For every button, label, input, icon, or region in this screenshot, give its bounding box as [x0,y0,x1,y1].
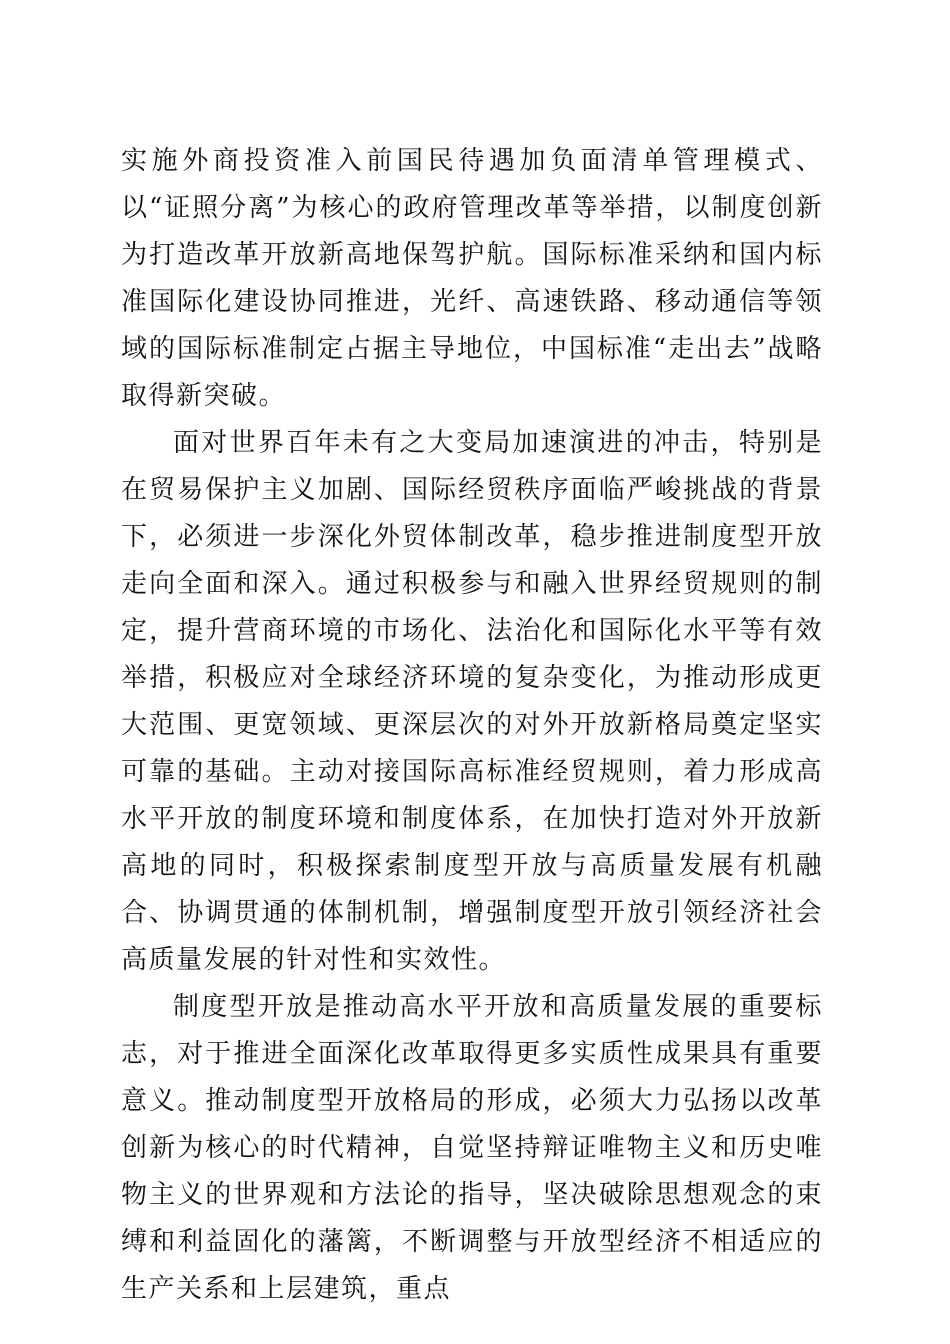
document-body [121,138,823,1313]
paragraph-2: 面对世界百年未有之大变局加速演进的冲击，特别是在贸易保护主义加剧、国际经贸秩序面临严峻挑战的背景下，必须进一步深化外贸体制改革，稳步推进制度型开放走向全面和深入。通过积极参与和融入世界经贸规则的制定，提升营商环境的市场化、法治化和国际化水平等有效举措，积极应对全球经济环境的复杂变化，为推动形成更大范围、更宽领域、更深层次的对外开放新格局奠定坚实可靠的基础。主动对接国际高标准经贸规则，着力形成高水平开放的制度环境和制度体系，在加快打造对外开放新高地的同时，积极探索制度型开放与高质量发展有机融合、协调贯通的体制机制，增强制度型开放引领经济社会高质量发展的针对性和实效性。 [121,428,823,975]
paragraph-3: 制度型开放是推动高水平开放和高质量发展的重要标志，对于推进全面深化改革取得更多实质性成果具有重要意义。推动制度型开放格局的形成，必须大力弘扬以改革创新为核心的时代精神，自觉坚持辩证唯物主义和历史唯物主义的世界观和方法论的指导，坚决破除思想观念的束缚和利益固化的藩篱，不断调整与开放型经济不相适应的生产关系和上层建筑，重点 [121,992,823,1304]
paragraph-1: 实施外商投资准入前国民待遇加负面清单管理模式、以“证照分离”为核心的政府管理改革等举措，以制度创新为打造改革开放新高地保驾护航。国际标准采纳和国内标准国际化建设协同推进，光纤、高速铁路、移动通信等领域的国际标准制定占据主导地位，中国标准“走出去”战略取得新突破。 [121,146,823,411]
